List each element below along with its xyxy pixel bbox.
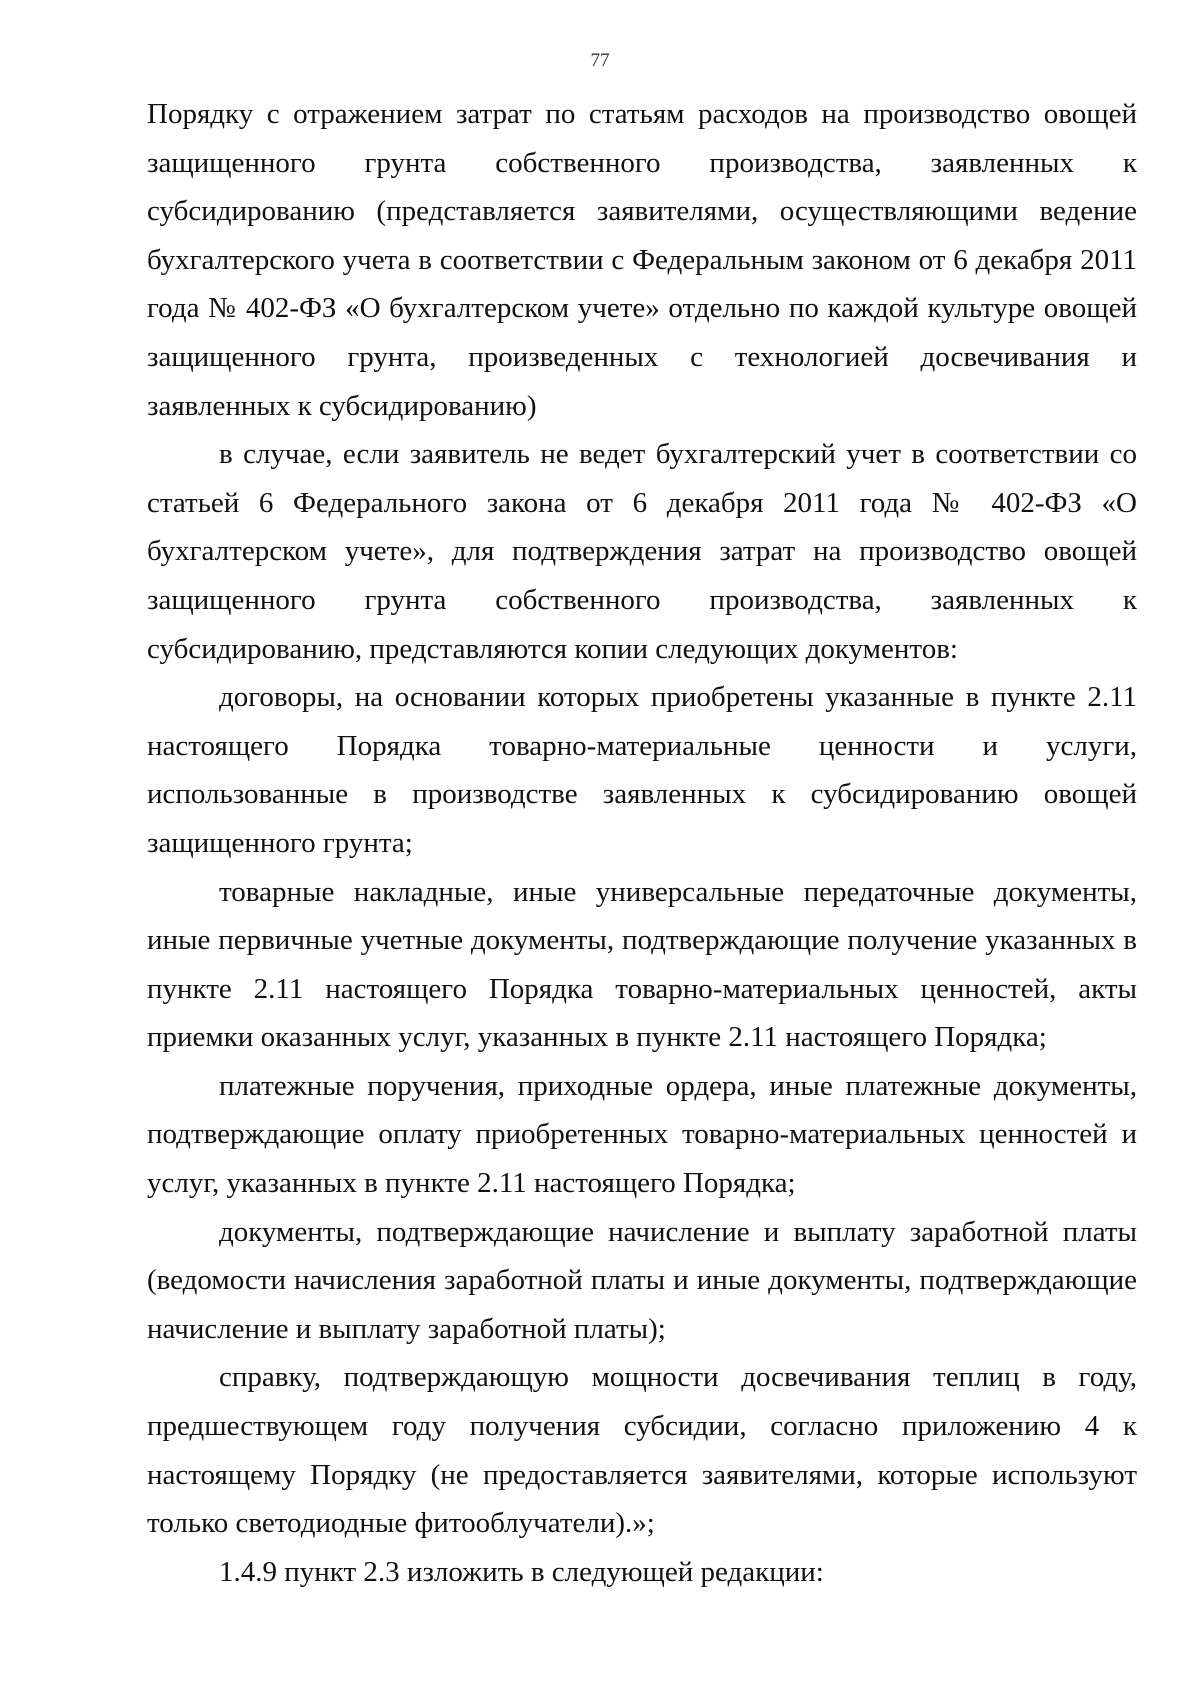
paragraph-item-1-4-9: 1.4.9 пункт 2.3 изложить в следующей редакции:	[219, 1555, 824, 1588]
paragraph-payment-orders: платежные поручения, приходные ордера, иные платежные документы, подтверждающие оплату приобретенных товарно-материальных ценностей и услуг, указанных в пункте 2.11 настоящего Порядка;	[147, 1069, 1137, 1200]
paragraph-lighting-certificate: справку, подтверждающую мощности досвечивания теплиц в году, предшествующем году получения субсидии, согласно приложению 4 к настоящему Порядку (не предоставляется заявителями, которые используют только светодиодные фитооблучатели).»;	[147, 1361, 1137, 1540]
paragraph-waybills: товарные накладные, иные универсальные передаточные документы, иные первичные учетные документы, подтверждающие получение указанных в пункте 2.11 настоящего Порядка товарно-материальных ценностей, акты приемки оказанных услуг, указанных в пункте 2.11 настоящего Порядка;	[147, 875, 1137, 1054]
document-body	[147, 90, 1137, 1596]
paragraph-contracts: договоры, на основании которых приобретены указанные в пункте 2.11 настоящего Порядка товарно-материальные ценности и услуги, использованные в производстве заявленных к субсидированию овощей защищенного грунта;	[147, 681, 1137, 859]
page-number: 77	[590, 50, 610, 71]
paragraph-salary-documents: документы, подтверждающие начисление и выплату заработной платы (ведомости начисления заработной платы и иные документы, подтверждающие начисление и выплату заработной платы);	[147, 1215, 1137, 1345]
paragraph-continuation: Порядку с отражением затрат по статьям расходов на производство овощей защищенного грунта собственного производства, заявленных к субсидированию (представляется заявителями, осуществляющими ведение бухгалтерского учета в соответствии с Федеральным законом от 6 декабря 2011 года № 402-ФЗ «О бухгалтерском учете» отдельно по каждой культуре овощей защищенного грунта, произведенных с технологией досвечивания и заявленных к субсидированию)	[147, 98, 1137, 422]
paragraph-no-accounting-case: в случае, если заявитель не ведет бухгалтерский учет в соответствии со статьей 6 Федерального закона от 6 декабря 2011 года № 402-ФЗ «О бухгалтерском учете», для подтверждения затрат на производство овощей защищенного грунта собственного производства, заявленных к субсидированию, представляются копии следующих документов:	[147, 438, 1137, 665]
